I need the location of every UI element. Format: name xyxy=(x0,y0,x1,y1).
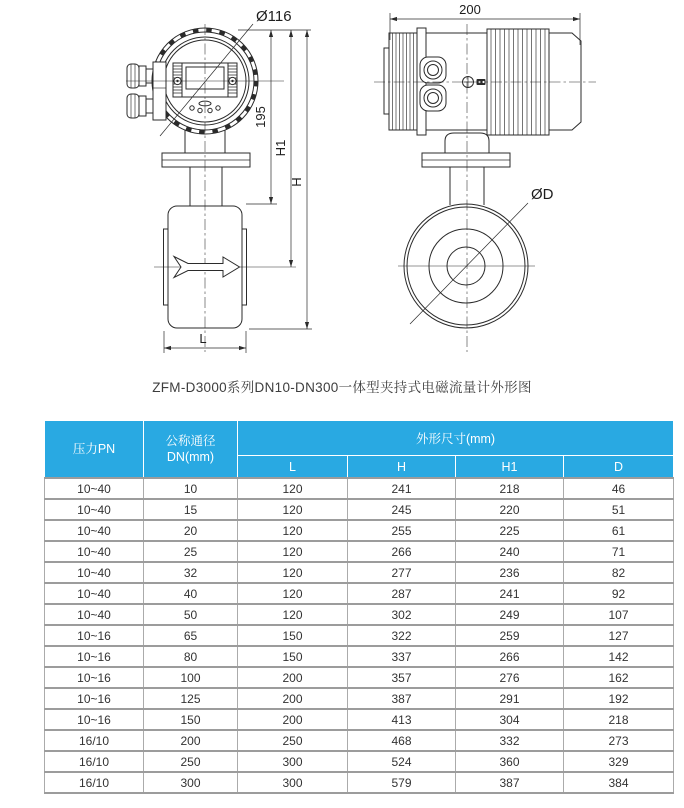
table-row xyxy=(45,730,674,751)
table-cell: 65 xyxy=(144,625,238,646)
table-cell: 125 xyxy=(144,688,238,709)
dim-label-l: L xyxy=(199,331,207,346)
table-cell: 329 xyxy=(564,751,674,772)
housing-end-cap xyxy=(549,33,581,130)
table-cell: 10~16 xyxy=(45,667,144,688)
technical-drawing xyxy=(0,0,684,368)
table-cell: 61 xyxy=(564,520,674,541)
table-cell: 162 xyxy=(564,667,674,688)
cable-gland xyxy=(127,94,139,118)
table-row xyxy=(45,772,674,793)
col-header-pressure: 压力PN xyxy=(45,421,144,479)
table-cell: 192 xyxy=(564,688,674,709)
table-cell: 107 xyxy=(564,604,674,625)
front-view-drawing xyxy=(126,8,312,353)
table-cell: 10~40 xyxy=(45,541,144,562)
table-row xyxy=(45,751,674,772)
table-cell: 291 xyxy=(456,688,564,709)
table-cell: 250 xyxy=(144,751,238,772)
dimension-table xyxy=(44,420,674,794)
col-header-dn xyxy=(144,421,238,479)
table-cell: 92 xyxy=(564,583,674,604)
table-cell: 10~40 xyxy=(45,520,144,541)
table-cell: 120 xyxy=(238,583,348,604)
col-header-l: L xyxy=(238,456,348,479)
table-cell: 255 xyxy=(348,520,456,541)
table-cell: 150 xyxy=(238,646,348,667)
table-cell: 218 xyxy=(456,478,564,499)
table-row xyxy=(45,520,674,541)
table-cell: 241 xyxy=(456,583,564,604)
col-header-dn-line2: DN(mm) xyxy=(166,450,215,464)
table-cell: 357 xyxy=(348,667,456,688)
table-cell: 300 xyxy=(238,772,348,793)
table-cell: 200 xyxy=(238,688,348,709)
table-cell: 10~40 xyxy=(45,604,144,625)
table-row xyxy=(45,478,674,499)
table-cell: 337 xyxy=(348,646,456,667)
dim-label-head-diameter: Ø116 xyxy=(256,8,292,25)
table-cell: 218 xyxy=(564,709,674,730)
table-cell: 150 xyxy=(238,625,348,646)
table-cell: 384 xyxy=(564,772,674,793)
table-cell: 46 xyxy=(564,478,674,499)
table-cell: 10~16 xyxy=(45,625,144,646)
table-cell: 120 xyxy=(238,541,348,562)
flowmeter-outline-drawing xyxy=(0,0,684,368)
table-cell: 259 xyxy=(456,625,564,646)
dim-label-200: 200 xyxy=(459,2,481,17)
table-cell: 468 xyxy=(348,730,456,751)
table-row xyxy=(45,604,674,625)
table-cell: 40 xyxy=(144,583,238,604)
table-row xyxy=(45,562,674,583)
table-row xyxy=(45,583,674,604)
table-cell: 120 xyxy=(238,562,348,583)
col-header-d: D xyxy=(564,456,674,479)
table-cell: 220 xyxy=(456,499,564,520)
dim-label-flange-diameter: ØD xyxy=(531,186,554,203)
table-cell: 200 xyxy=(238,709,348,730)
table-cell: 413 xyxy=(348,709,456,730)
table-cell: 200 xyxy=(238,667,348,688)
table-body xyxy=(45,478,674,793)
table-cell: 82 xyxy=(564,562,674,583)
table-cell: 10~16 xyxy=(45,709,144,730)
table-cell: 249 xyxy=(456,604,564,625)
table-cell: 241 xyxy=(348,478,456,499)
table-cell: 300 xyxy=(144,772,238,793)
table-cell: 15 xyxy=(144,499,238,520)
table-row xyxy=(45,646,674,667)
table-cell: 120 xyxy=(238,604,348,625)
table-cell: 273 xyxy=(564,730,674,751)
table-cell: 10~40 xyxy=(45,583,144,604)
table-cell: 10~40 xyxy=(45,478,144,499)
table-cell: 10~16 xyxy=(45,646,144,667)
cable-gland xyxy=(127,64,139,88)
table-cell: 10~40 xyxy=(45,499,144,520)
table-cell: 100 xyxy=(144,667,238,688)
col-header-h1: H1 xyxy=(456,456,564,479)
table-cell: 120 xyxy=(238,499,348,520)
table-cell: 250 xyxy=(238,730,348,751)
table-cell: 120 xyxy=(238,520,348,541)
table-row xyxy=(45,709,674,730)
side-view-drawing xyxy=(374,2,596,352)
col-header-dn-line1: 公称通径 xyxy=(165,433,216,448)
table-cell: 387 xyxy=(348,688,456,709)
table-cell: 304 xyxy=(456,709,564,730)
table-cell: 16/10 xyxy=(45,772,144,793)
table-header xyxy=(45,421,674,479)
table-cell: 277 xyxy=(348,562,456,583)
table-cell: 10 xyxy=(144,478,238,499)
table-cell: 322 xyxy=(348,625,456,646)
table-cell: 225 xyxy=(456,520,564,541)
dim-label-h: H xyxy=(289,177,304,187)
drawing-caption: ZFM-D3000系列DN10-DN300一体型夹持式电磁流量计外形图 xyxy=(152,380,532,395)
dim-label-h1: H1 xyxy=(273,139,288,157)
table-cell: 579 xyxy=(348,772,456,793)
table-cell: 142 xyxy=(564,646,674,667)
table-cell: 524 xyxy=(348,751,456,772)
table-cell: 150 xyxy=(144,709,238,730)
table-cell: 120 xyxy=(238,478,348,499)
table-cell: 302 xyxy=(348,604,456,625)
table-cell: 20 xyxy=(144,520,238,541)
col-header-h: H xyxy=(348,456,456,479)
table-row xyxy=(45,541,674,562)
table-cell: 10~40 xyxy=(45,562,144,583)
table-cell: 51 xyxy=(564,499,674,520)
table-cell: 332 xyxy=(456,730,564,751)
table-cell: 16/10 xyxy=(45,730,144,751)
table-cell: 200 xyxy=(144,730,238,751)
table-row xyxy=(45,499,674,520)
dim-label-195: 195 xyxy=(253,106,268,128)
table-cell: 71 xyxy=(564,541,674,562)
table-cell: 80 xyxy=(144,646,238,667)
table-cell: 387 xyxy=(456,772,564,793)
table-row xyxy=(45,667,674,688)
table-row xyxy=(45,625,674,646)
table-cell: 32 xyxy=(144,562,238,583)
table-cell: 50 xyxy=(144,604,238,625)
table-cell: 127 xyxy=(564,625,674,646)
table-cell: 240 xyxy=(456,541,564,562)
table-cell: 25 xyxy=(144,541,238,562)
table-cell: 16/10 xyxy=(45,751,144,772)
table-cell: 360 xyxy=(456,751,564,772)
table-cell: 287 xyxy=(348,583,456,604)
table-cell: 236 xyxy=(456,562,564,583)
table-cell: 276 xyxy=(456,667,564,688)
table-cell: 266 xyxy=(456,646,564,667)
col-header-dimensions-group: 外形尺寸(mm) xyxy=(238,421,674,456)
table-cell: 266 xyxy=(348,541,456,562)
table-cell: 300 xyxy=(238,751,348,772)
table-cell: 10~16 xyxy=(45,688,144,709)
table-cell: 245 xyxy=(348,499,456,520)
table-row xyxy=(45,688,674,709)
